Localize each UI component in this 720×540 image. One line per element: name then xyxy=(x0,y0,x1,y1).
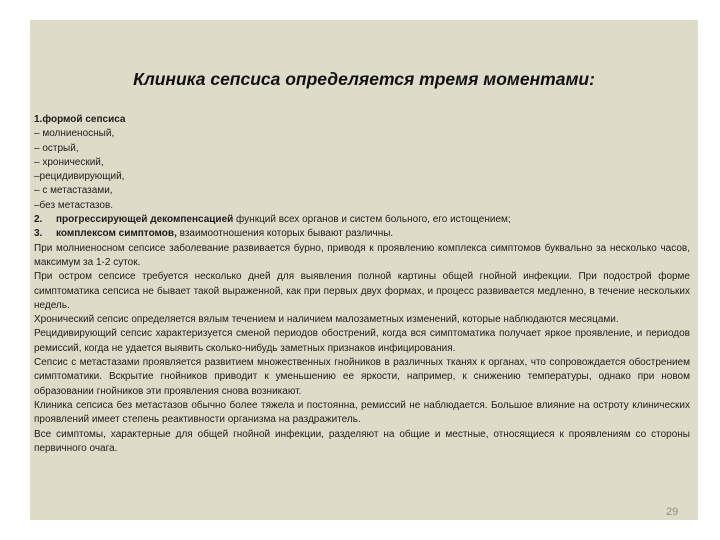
list-item: – с метастазами, xyxy=(34,185,113,197)
paragraph: Все симптомы, характерные для общей гнойной инфекции, разделяют на общие и местные, относящиеся к проявлениям со стороны первичного очага. xyxy=(34,428,690,454)
list-item: – острый, xyxy=(34,142,79,154)
paragraph: Хронический сепсис определяется вялым течением и наличием малозаметных изменений, которые наблюдаются месяцами. xyxy=(34,314,619,326)
list-item: – молниеносный, xyxy=(34,128,115,140)
item-bold-text: прогрессирующей декомпенсацией xyxy=(56,214,234,226)
slide-title: Клиника сепсиса определяется тремя моментами: xyxy=(133,69,595,89)
list-item: –рецидивирующий, xyxy=(34,171,125,183)
paragraph: Рецидивирующий сепсис характеризуется сменой периодов обострений, когда вся симптоматика получает яркое проявление, и периодов ремиссий, когда не удается выявить сколько-нибудь заметных признаков инфицирования. xyxy=(34,328,690,354)
paragraph: Сепсис с метастазами проявляется развитием множественных гнойников в различных тканях к органах, что сопровождается обострением симптоматики. Вскрытие гнойников приводит к уменьшению ее яркости, например, к снижению температуры, однако при новом образовании гнойников эти проявления снова возникают. xyxy=(34,357,690,397)
list-item: – хронический, xyxy=(34,156,104,168)
form-heading: 1.формой сепсиса xyxy=(34,114,126,125)
item-text: взаимоотношения которых бывают различны. xyxy=(176,228,394,240)
paragraph: При молниеносном сепсисе заболевание развивается бурно, приводя к проявлению комплекса симптомов буквально за несколько часов, максимум за 1-2 суток. xyxy=(34,242,690,268)
item-number: 2. xyxy=(34,214,43,226)
paragraph: Клиника сепсиса без метастазов обычно более тяжела и постоянна, ремиссий не наблюдается. Большое влияние на остроту клинических проявлений имеет степень реактивности организма на раздражитель. xyxy=(34,399,690,426)
slide xyxy=(30,20,698,520)
numbered-item-2 xyxy=(34,213,690,227)
slide-body xyxy=(34,113,690,456)
item-bold-text: комплексом симптомов, xyxy=(56,228,177,240)
item-number: 3. xyxy=(34,228,43,240)
item-text: функций всех органов и систем больного, его истощением; xyxy=(233,214,511,226)
paragraph: При остром сепсисе требуется несколько дней для выявления полной картины общей гнойной инфекции. При подострой форме симптоматика сепсиса не бывает такой выраженной, как при первых двух формах, и процесс развивается медленно, в течение нескольких недель. xyxy=(34,271,690,311)
list-item: –без метастазов. xyxy=(34,199,114,211)
numbered-item-3 xyxy=(34,227,690,241)
page-number: 29 xyxy=(666,506,679,518)
